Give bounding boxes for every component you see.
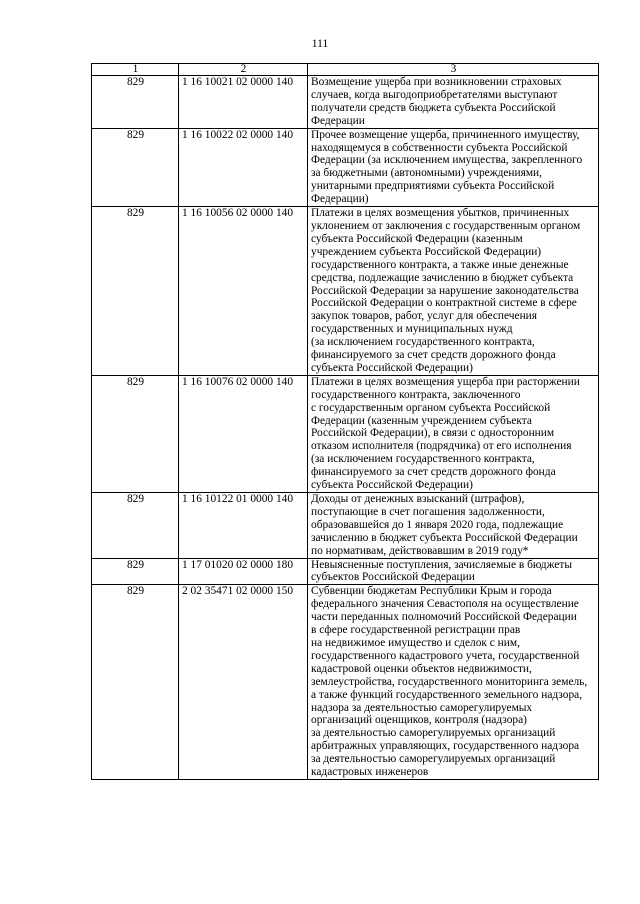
column-header-1: 1 <box>92 64 179 76</box>
budget-code-cell: 1 16 10076 02 0000 140 <box>179 375 308 492</box>
admin-code-cell: 829 <box>92 76 179 129</box>
table-header-row <box>92 64 599 76</box>
table-row <box>92 585 599 780</box>
income-codes-table <box>91 63 599 780</box>
description-cell: Платежи в целях возмещения ущерба при расторжении государственного контракта, заключенного с государственным органом субъекта Российской Федерации (казенным учреждением субъекта Российской Федерации), в связи с односторонним отказом исполнителя (подрядчика) от его исполнения (за исключением государственного контракта, финансируемого за счет средств дорожного фонда субъекта Российской Федерации) <box>308 375 599 492</box>
table-row <box>92 558 599 585</box>
admin-code-cell: 829 <box>92 585 179 780</box>
page-number: 111 <box>311 38 329 50</box>
description-cell: Платежи в целях возмещения убытков, причиненных уклонением от заключения с государственным органом субъекта Российской Федерации (казенным учреждением субъекта Российской Федерации) государственного контракта, а также иные денежные средства, подлежащие зачислению в бюджет субъекта Российской Федерации за нарушение законодательства Российской Федерации о контрактной системе в сфере закупок товаров, работ, услуг для обеспечения государственных и муниципальных нужд (за исключением государственного контракта, финансируемого за счет средств дорожного фонда субъекта Российской Федерации) <box>308 207 599 376</box>
admin-code-cell: 829 <box>92 375 179 492</box>
admin-code-cell: 829 <box>92 493 179 559</box>
table-row <box>92 375 599 492</box>
budget-code-cell: 2 02 35471 02 0000 150 <box>179 585 308 780</box>
table-row <box>92 207 599 376</box>
budget-code-cell: 1 16 10122 01 0000 140 <box>179 493 308 559</box>
description-cell: Возмещение ущерба при возникновении страховых случаев, когда выгодоприобретателями выступают получатели средств бюджета субъекта Российской Федерации <box>308 76 599 129</box>
admin-code-cell: 829 <box>92 207 179 376</box>
description-cell: Прочее возмещение ущерба, причиненного имуществу, находящемуся в собственности субъекта Российской Федерации (за исключением имущества, закрепленного за бюджетными (автономными) учреждениями, унитарными предприятиями субъекта Российской Федерации) <box>308 128 599 206</box>
admin-code-cell: 829 <box>92 128 179 206</box>
admin-code-cell: 829 <box>92 558 179 585</box>
budget-code-cell: 1 17 01020 02 0000 180 <box>179 558 308 585</box>
table-row <box>92 76 599 129</box>
description-cell: Доходы от денежных взысканий (штрафов), поступающие в счет погашения задолженности, образовавшейся до 1 января 2020 года, подлежащие зачислению в бюджет субъекта Российской Федерации по нормативам, действовавшим в 2019 году* <box>308 493 599 559</box>
column-header-2: 2 <box>179 64 308 76</box>
column-header-3: 3 <box>308 64 599 76</box>
budget-code-cell: 1 16 10021 02 0000 140 <box>179 76 308 129</box>
description-cell: Субвенции бюджетам Республики Крым и города федерального значения Севастополя на осуществление части переданных полномочий Российской Федерации в сфере государственной регистрации прав на недвижимое имущество и сделок с ним, государственного кадастрового учета, государственной кадастровой оценки объектов недвижимости, землеустройства, государственного мониторинга земель, а также функций государственного земельного надзора, надзора за деятельностью саморегулируемых организаций оценщиков, контроля (надзора) за деятельностью саморегулируемых организаций арбитражных управляющих, государственного надзора за деятельностью саморегулируемых организаций кадастровых инженеров <box>308 585 599 780</box>
budget-code-cell: 1 16 10056 02 0000 140 <box>179 207 308 376</box>
table-row <box>92 128 599 206</box>
description-cell: Невыясненные поступления, зачисляемые в бюджеты субъектов Российской Федерации <box>308 558 599 585</box>
table-row <box>92 493 599 559</box>
budget-code-cell: 1 16 10022 02 0000 140 <box>179 128 308 206</box>
